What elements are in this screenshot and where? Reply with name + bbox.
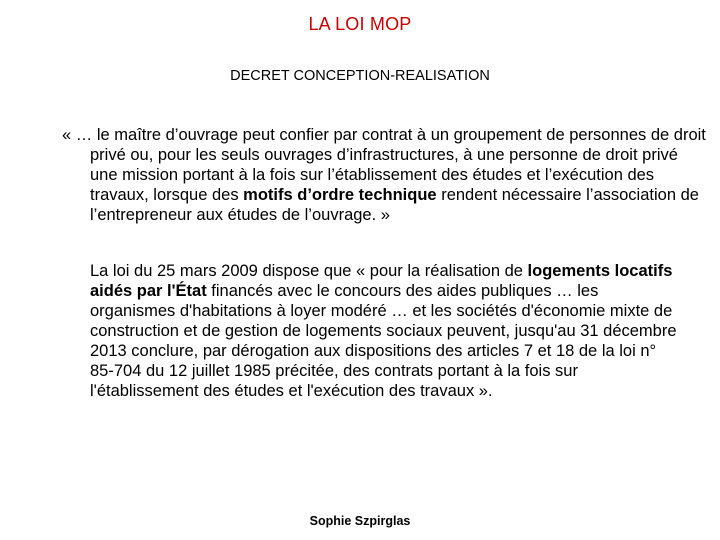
page-subtitle: DECRET CONCEPTION-REALISATION (230, 68, 490, 84)
author-name: Sophie Szpirglas (309, 514, 411, 528)
quote-text-end: rendent nécessaire l’association de l’entrepreneur aux études de l’ouvrage. » (90, 186, 699, 224)
quote-paragraph (62, 125, 706, 225)
law-bold-text: logements locatifs aidés par l'État (90, 262, 673, 300)
quote-text-start: « … le maître d’ouvrage peut confier par contrat à un groupement de personnes de droit privé ou, pour les seuls ouvrages d’infrastructures, à une personne de droit privé une mission portant à la fois sur l’établissement des études et l’exécution des travaux, lorsque des (62, 126, 706, 204)
law-text-start: La loi du 25 mars 2009 dispose que « pour la réalisation de (90, 262, 528, 280)
page-title: LA LOI MOP (308, 14, 412, 34)
law-paragraph (90, 261, 678, 401)
law-text-end: financés avec le concours des aides publiques … les organismes d'habitations à loyer modéré … et les sociétés d'économie mixte de construction et de gestion de logements sociaux peuvent, jusqu'au 31 décembre 2013 conclure, par dérogation aux dispositions des articles 7 et 18 de la loi n° 85-704 du 12 juillet 1985 précitée, des contrats portant à la fois sur l'établissement des études et l'exécution des travaux ». (90, 282, 677, 400)
quote-bold-text: motifs d’ordre technique (243, 186, 437, 204)
